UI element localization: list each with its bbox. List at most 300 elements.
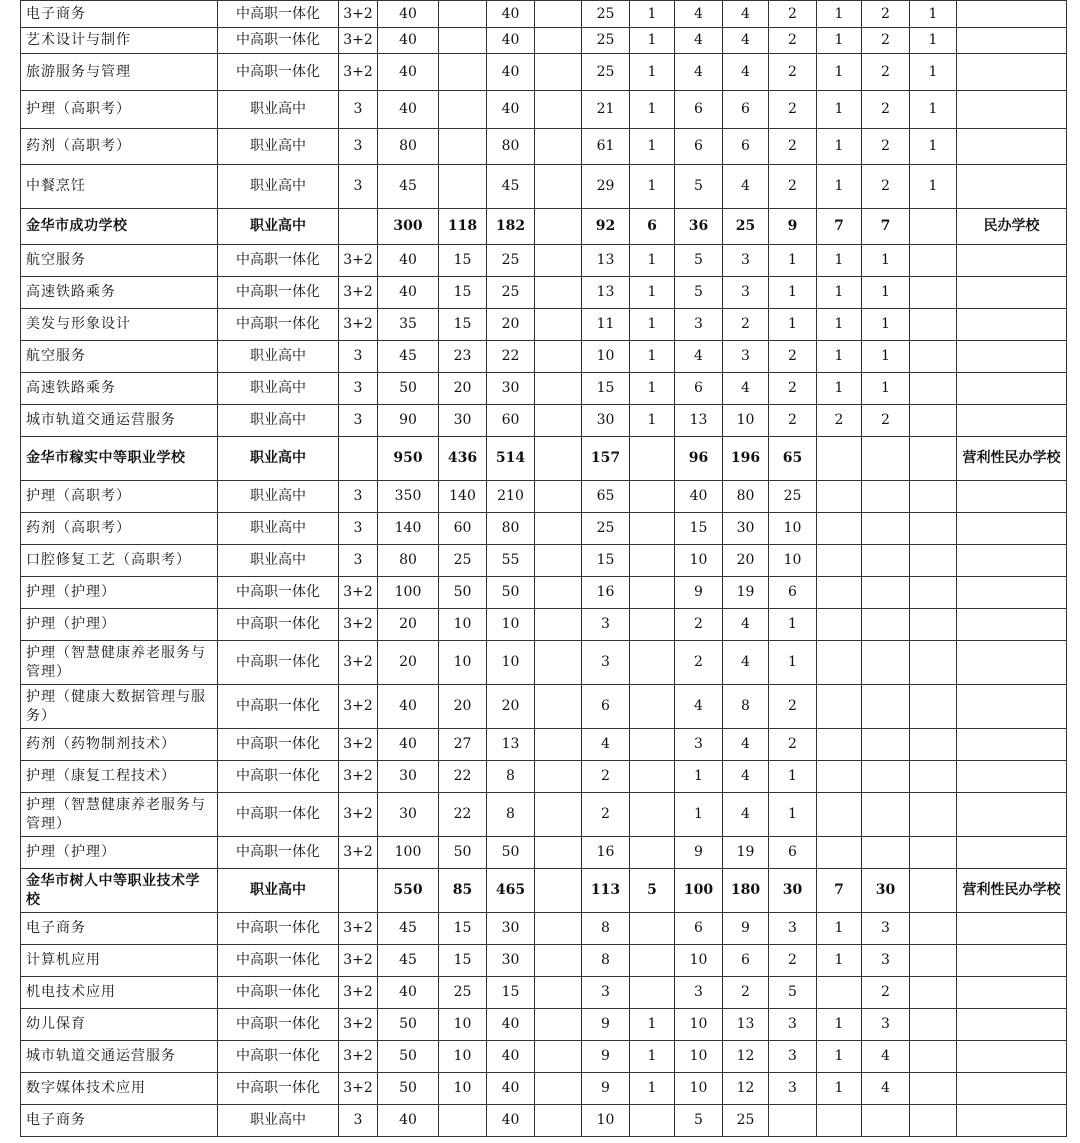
cell-major-name: 航空服务 — [21, 341, 218, 373]
cell-col-11: 8 — [723, 685, 769, 729]
table-row — [21, 1009, 1067, 1041]
cell-col-10: 6 — [675, 913, 723, 945]
cell-col-11: 12 — [723, 1073, 769, 1105]
cell-col-8: 25 — [582, 54, 630, 91]
cell-col-15: 1 — [910, 1, 957, 28]
cell-col-13: 1 — [817, 913, 862, 945]
cell-col-9 — [630, 437, 675, 481]
cell-duration: 3 — [339, 405, 378, 437]
cell-note — [957, 761, 1067, 793]
cell-col-10: 4 — [675, 54, 723, 91]
cell-col-13 — [817, 793, 862, 837]
cell-major-name: 金华市树人中等职业技术学校 — [21, 869, 218, 913]
cell-col-15 — [910, 373, 957, 405]
cell-col-15: 1 — [910, 91, 957, 129]
cell-plan-total: 30 — [378, 761, 439, 793]
cell-col-12: 10 — [769, 513, 817, 545]
cell-col-8: 9 — [582, 1009, 630, 1041]
cell-col-14: 1 — [862, 245, 910, 277]
cell-col-13: 1 — [817, 245, 862, 277]
cell-major-name: 电子商务 — [21, 913, 218, 945]
cell-col-12 — [769, 1105, 817, 1137]
cell-plan-b: 182 — [487, 209, 535, 245]
cell-plan-b: 40 — [487, 54, 535, 91]
cell-col-14 — [862, 729, 910, 761]
cell-col-11: 20 — [723, 545, 769, 577]
cell-note — [957, 1041, 1067, 1073]
cell-col-7 — [535, 513, 582, 545]
cell-col-11: 4 — [723, 761, 769, 793]
cell-note — [957, 545, 1067, 577]
table-row — [21, 1105, 1067, 1137]
cell-col-15 — [910, 913, 957, 945]
cell-col-8: 10 — [582, 1105, 630, 1137]
cell-col-8: 61 — [582, 129, 630, 165]
cell-col-9 — [630, 545, 675, 577]
cell-col-7 — [535, 129, 582, 165]
cell-duration: 3+2 — [339, 1073, 378, 1105]
cell-col-15: 1 — [910, 54, 957, 91]
cell-col-14: 2 — [862, 1, 910, 28]
cell-plan-a: 22 — [439, 761, 487, 793]
cell-col-12: 1 — [769, 641, 817, 685]
cell-school-type: 职业高中 — [218, 869, 339, 913]
cell-col-13: 1 — [817, 277, 862, 309]
cell-plan-a — [439, 54, 487, 91]
cell-col-13 — [817, 481, 862, 513]
cell-major-name: 金华市稼实中等职业学校 — [21, 437, 218, 481]
cell-col-15: 1 — [910, 129, 957, 165]
cell-col-13: 1 — [817, 165, 862, 209]
cell-col-7 — [535, 869, 582, 913]
cell-plan-total: 90 — [378, 405, 439, 437]
table-row — [21, 277, 1067, 309]
cell-school-type: 中高职一体化 — [218, 1, 339, 28]
cell-major-name: 药剂（药物制剂技术） — [21, 729, 218, 761]
table-row — [21, 609, 1067, 641]
cell-col-12: 1 — [769, 609, 817, 641]
cell-note — [957, 729, 1067, 761]
cell-col-13: 1 — [817, 54, 862, 91]
cell-col-11: 13 — [723, 1009, 769, 1041]
cell-school-type: 中高职一体化 — [218, 837, 339, 869]
cell-col-12: 6 — [769, 837, 817, 869]
cell-col-11: 4 — [723, 729, 769, 761]
cell-major-name: 美发与形象设计 — [21, 309, 218, 341]
cell-col-12: 1 — [769, 245, 817, 277]
cell-col-14: 3 — [862, 945, 910, 977]
cell-school-type: 职业高中 — [218, 209, 339, 245]
cell-plan-a: 23 — [439, 341, 487, 373]
cell-plan-a: 85 — [439, 869, 487, 913]
cell-col-14: 4 — [862, 1073, 910, 1105]
cell-col-7 — [535, 91, 582, 129]
cell-col-14: 1 — [862, 341, 910, 373]
cell-plan-total: 100 — [378, 577, 439, 609]
cell-plan-total: 80 — [378, 129, 439, 165]
cell-plan-b: 8 — [487, 793, 535, 837]
cell-col-11: 4 — [723, 54, 769, 91]
cell-col-10: 9 — [675, 837, 723, 869]
cell-col-8: 8 — [582, 945, 630, 977]
cell-school-type: 职业高中 — [218, 1105, 339, 1137]
cell-col-9 — [630, 577, 675, 609]
cell-col-8: 9 — [582, 1073, 630, 1105]
cell-school-type: 中高职一体化 — [218, 28, 339, 54]
cell-plan-total: 40 — [378, 245, 439, 277]
cell-major-name: 计算机应用 — [21, 945, 218, 977]
cell-col-13: 1 — [817, 91, 862, 129]
cell-col-13: 1 — [817, 373, 862, 405]
cell-plan-b: 40 — [487, 1, 535, 28]
cell-col-13 — [817, 437, 862, 481]
cell-col-10: 9 — [675, 577, 723, 609]
cell-col-9: 1 — [630, 1041, 675, 1073]
cell-col-15 — [910, 481, 957, 513]
cell-duration: 3+2 — [339, 1041, 378, 1073]
cell-plan-a: 15 — [439, 245, 487, 277]
cell-duration: 3+2 — [339, 945, 378, 977]
cell-col-14: 3 — [862, 1009, 910, 1041]
cell-plan-total: 40 — [378, 977, 439, 1009]
cell-col-8: 3 — [582, 977, 630, 1009]
cell-major-name: 数字媒体技术应用 — [21, 1073, 218, 1105]
cell-note — [957, 309, 1067, 341]
cell-plan-a: 140 — [439, 481, 487, 513]
cell-note — [957, 609, 1067, 641]
cell-plan-b: 20 — [487, 309, 535, 341]
cell-col-13 — [817, 577, 862, 609]
cell-col-9 — [630, 685, 675, 729]
cell-duration: 3+2 — [339, 54, 378, 91]
cell-col-8: 6 — [582, 685, 630, 729]
cell-plan-a — [439, 91, 487, 129]
cell-col-7 — [535, 545, 582, 577]
cell-plan-b: 40 — [487, 1073, 535, 1105]
cell-col-9: 1 — [630, 1073, 675, 1105]
cell-plan-b: 465 — [487, 869, 535, 913]
cell-plan-a: 10 — [439, 1009, 487, 1041]
cell-plan-a: 27 — [439, 729, 487, 761]
cell-plan-total: 40 — [378, 277, 439, 309]
cell-school-type: 职业高中 — [218, 513, 339, 545]
cell-school-type: 中高职一体化 — [218, 609, 339, 641]
cell-school-type: 中高职一体化 — [218, 685, 339, 729]
cell-col-10: 10 — [675, 1073, 723, 1105]
cell-col-14 — [862, 685, 910, 729]
cell-major-name: 旅游服务与管理 — [21, 54, 218, 91]
table-row — [21, 481, 1067, 513]
cell-col-7 — [535, 373, 582, 405]
cell-school-type: 职业高中 — [218, 91, 339, 129]
cell-duration: 3+2 — [339, 977, 378, 1009]
cell-plan-total: 50 — [378, 373, 439, 405]
cell-plan-a: 22 — [439, 793, 487, 837]
cell-col-7 — [535, 977, 582, 1009]
table-row — [21, 641, 1067, 685]
cell-col-15 — [910, 341, 957, 373]
cell-col-15 — [910, 1105, 957, 1137]
cell-col-14: 7 — [862, 209, 910, 245]
cell-school-type: 中高职一体化 — [218, 793, 339, 837]
cell-col-9: 1 — [630, 165, 675, 209]
cell-col-8: 10 — [582, 341, 630, 373]
cell-plan-a: 15 — [439, 945, 487, 977]
cell-col-13 — [817, 609, 862, 641]
cell-duration: 3+2 — [339, 729, 378, 761]
cell-note — [957, 341, 1067, 373]
cell-col-12: 9 — [769, 209, 817, 245]
cell-plan-total: 140 — [378, 513, 439, 545]
cell-duration: 3+2 — [339, 761, 378, 793]
cell-col-9: 1 — [630, 129, 675, 165]
cell-col-12: 65 — [769, 437, 817, 481]
cell-duration: 3 — [339, 481, 378, 513]
cell-col-10: 10 — [675, 545, 723, 577]
cell-col-8: 2 — [582, 793, 630, 837]
cell-col-11: 2 — [723, 309, 769, 341]
cell-col-11: 3 — [723, 245, 769, 277]
cell-duration: 3+2 — [339, 793, 378, 837]
cell-col-7 — [535, 437, 582, 481]
cell-col-9 — [630, 729, 675, 761]
cell-note — [957, 28, 1067, 54]
cell-col-7 — [535, 245, 582, 277]
cell-major-name: 高速铁路乘务 — [21, 373, 218, 405]
cell-plan-a — [439, 165, 487, 209]
cell-major-name: 金华市成功学校 — [21, 209, 218, 245]
cell-col-15 — [910, 761, 957, 793]
cell-col-9 — [630, 481, 675, 513]
cell-col-10: 13 — [675, 405, 723, 437]
cell-duration — [339, 437, 378, 481]
enrollment-table — [20, 0, 1067, 1137]
cell-col-8: 157 — [582, 437, 630, 481]
cell-col-14 — [862, 609, 910, 641]
cell-col-7 — [535, 729, 582, 761]
cell-col-15 — [910, 685, 957, 729]
cell-col-9 — [630, 609, 675, 641]
cell-col-12: 25 — [769, 481, 817, 513]
cell-school-type: 中高职一体化 — [218, 945, 339, 977]
cell-col-7 — [535, 341, 582, 373]
table-row — [21, 545, 1067, 577]
cell-col-15 — [910, 945, 957, 977]
cell-col-11: 6 — [723, 945, 769, 977]
cell-col-12: 3 — [769, 913, 817, 945]
cell-col-14 — [862, 481, 910, 513]
cell-col-7 — [535, 481, 582, 513]
cell-major-name: 药剂（高职考） — [21, 513, 218, 545]
cell-col-14 — [862, 761, 910, 793]
cell-col-7 — [535, 761, 582, 793]
cell-col-7 — [535, 277, 582, 309]
cell-plan-b: 40 — [487, 1105, 535, 1137]
cell-plan-total: 20 — [378, 609, 439, 641]
cell-col-11: 25 — [723, 209, 769, 245]
cell-col-10: 6 — [675, 373, 723, 405]
table-row — [21, 945, 1067, 977]
cell-col-10: 96 — [675, 437, 723, 481]
cell-plan-total: 45 — [378, 165, 439, 209]
cell-col-15 — [910, 545, 957, 577]
cell-major-name: 机电技术应用 — [21, 977, 218, 1009]
cell-plan-total: 40 — [378, 54, 439, 91]
cell-note — [957, 945, 1067, 977]
cell-col-10: 15 — [675, 513, 723, 545]
cell-note — [957, 977, 1067, 1009]
cell-plan-a — [439, 28, 487, 54]
cell-col-11: 10 — [723, 405, 769, 437]
cell-plan-total: 40 — [378, 91, 439, 129]
cell-major-name: 城市轨道交通运营服务 — [21, 405, 218, 437]
cell-col-15 — [910, 977, 957, 1009]
cell-note — [957, 54, 1067, 91]
cell-col-13 — [817, 545, 862, 577]
cell-col-10: 6 — [675, 91, 723, 129]
cell-col-13 — [817, 837, 862, 869]
cell-note — [957, 277, 1067, 309]
cell-major-name: 护理（智慧健康养老服务与管理） — [21, 641, 218, 685]
cell-plan-b: 50 — [487, 837, 535, 869]
cell-major-name: 护理（智慧健康养老服务与管理） — [21, 793, 218, 837]
cell-col-8: 2 — [582, 761, 630, 793]
cell-col-14: 30 — [862, 869, 910, 913]
cell-col-9: 1 — [630, 91, 675, 129]
table-row — [21, 165, 1067, 209]
cell-note — [957, 641, 1067, 685]
cell-plan-b: 15 — [487, 977, 535, 1009]
cell-col-10: 6 — [675, 129, 723, 165]
cell-col-10: 3 — [675, 977, 723, 1009]
cell-duration: 3 — [339, 341, 378, 373]
cell-plan-total: 100 — [378, 837, 439, 869]
cell-plan-b: 50 — [487, 577, 535, 609]
cell-col-13: 1 — [817, 129, 862, 165]
cell-col-10: 10 — [675, 1041, 723, 1073]
cell-plan-b: 10 — [487, 609, 535, 641]
cell-col-11: 4 — [723, 793, 769, 837]
table-row — [21, 793, 1067, 837]
cell-col-10: 4 — [675, 341, 723, 373]
cell-plan-total: 550 — [378, 869, 439, 913]
cell-col-15 — [910, 609, 957, 641]
cell-duration: 3+2 — [339, 913, 378, 945]
cell-col-9 — [630, 513, 675, 545]
cell-school-type: 中高职一体化 — [218, 309, 339, 341]
cell-plan-total: 40 — [378, 1, 439, 28]
cell-plan-total: 80 — [378, 545, 439, 577]
cell-col-8: 113 — [582, 869, 630, 913]
cell-col-10: 10 — [675, 945, 723, 977]
cell-plan-a: 15 — [439, 309, 487, 341]
cell-plan-b: 40 — [487, 28, 535, 54]
cell-school-type: 中高职一体化 — [218, 1041, 339, 1073]
cell-col-15 — [910, 729, 957, 761]
cell-major-name: 电子商务 — [21, 1, 218, 28]
cell-col-8: 16 — [582, 577, 630, 609]
cell-plan-total: 50 — [378, 1073, 439, 1105]
cell-school-type: 职业高中 — [218, 129, 339, 165]
cell-col-12: 2 — [769, 54, 817, 91]
cell-col-8: 15 — [582, 545, 630, 577]
cell-col-15 — [910, 577, 957, 609]
cell-col-9: 1 — [630, 341, 675, 373]
cell-col-13: 2 — [817, 405, 862, 437]
cell-major-name: 护理（康复工程技术） — [21, 761, 218, 793]
cell-plan-total: 30 — [378, 793, 439, 837]
table-row — [21, 685, 1067, 729]
cell-col-7 — [535, 577, 582, 609]
cell-col-15 — [910, 437, 957, 481]
cell-plan-a — [439, 1105, 487, 1137]
cell-plan-a: 118 — [439, 209, 487, 245]
cell-col-12: 1 — [769, 309, 817, 341]
cell-col-15 — [910, 1009, 957, 1041]
cell-major-name: 中餐烹饪 — [21, 165, 218, 209]
cell-col-10: 36 — [675, 209, 723, 245]
cell-major-name: 电子商务 — [21, 1105, 218, 1137]
cell-col-10: 3 — [675, 729, 723, 761]
cell-plan-total: 50 — [378, 1009, 439, 1041]
cell-col-7 — [535, 54, 582, 91]
cell-school-type: 职业高中 — [218, 405, 339, 437]
cell-plan-a: 50 — [439, 837, 487, 869]
cell-col-10: 5 — [675, 245, 723, 277]
cell-duration: 3 — [339, 165, 378, 209]
cell-duration: 3+2 — [339, 641, 378, 685]
table-row — [21, 54, 1067, 91]
cell-note — [957, 577, 1067, 609]
cell-col-9 — [630, 945, 675, 977]
cell-col-9: 1 — [630, 373, 675, 405]
cell-school-type: 职业高中 — [218, 341, 339, 373]
cell-col-12: 2 — [769, 341, 817, 373]
cell-col-14: 3 — [862, 913, 910, 945]
cell-col-15 — [910, 641, 957, 685]
cell-col-7 — [535, 945, 582, 977]
cell-col-11: 2 — [723, 977, 769, 1009]
cell-col-9: 1 — [630, 309, 675, 341]
cell-plan-a: 15 — [439, 913, 487, 945]
cell-col-15: 1 — [910, 165, 957, 209]
cell-col-12: 2 — [769, 685, 817, 729]
cell-col-7 — [535, 309, 582, 341]
cell-col-10: 2 — [675, 609, 723, 641]
table-row — [21, 309, 1067, 341]
cell-col-8: 13 — [582, 245, 630, 277]
cell-note — [957, 1073, 1067, 1105]
cell-col-8: 65 — [582, 481, 630, 513]
table-row — [21, 1041, 1067, 1073]
cell-school-type: 职业高中 — [218, 481, 339, 513]
cell-plan-b: 20 — [487, 685, 535, 729]
cell-col-15 — [910, 513, 957, 545]
cell-col-7 — [535, 1, 582, 28]
cell-col-15 — [910, 277, 957, 309]
cell-plan-total: 50 — [378, 1041, 439, 1073]
cell-col-14: 2 — [862, 91, 910, 129]
cell-col-12: 2 — [769, 945, 817, 977]
cell-note — [957, 91, 1067, 129]
cell-col-11: 80 — [723, 481, 769, 513]
cell-col-14 — [862, 793, 910, 837]
cell-col-12: 1 — [769, 793, 817, 837]
cell-school-type: 中高职一体化 — [218, 54, 339, 91]
cell-note: 营利性民办学校 — [957, 437, 1067, 481]
cell-col-10: 1 — [675, 793, 723, 837]
cell-col-8: 15 — [582, 373, 630, 405]
